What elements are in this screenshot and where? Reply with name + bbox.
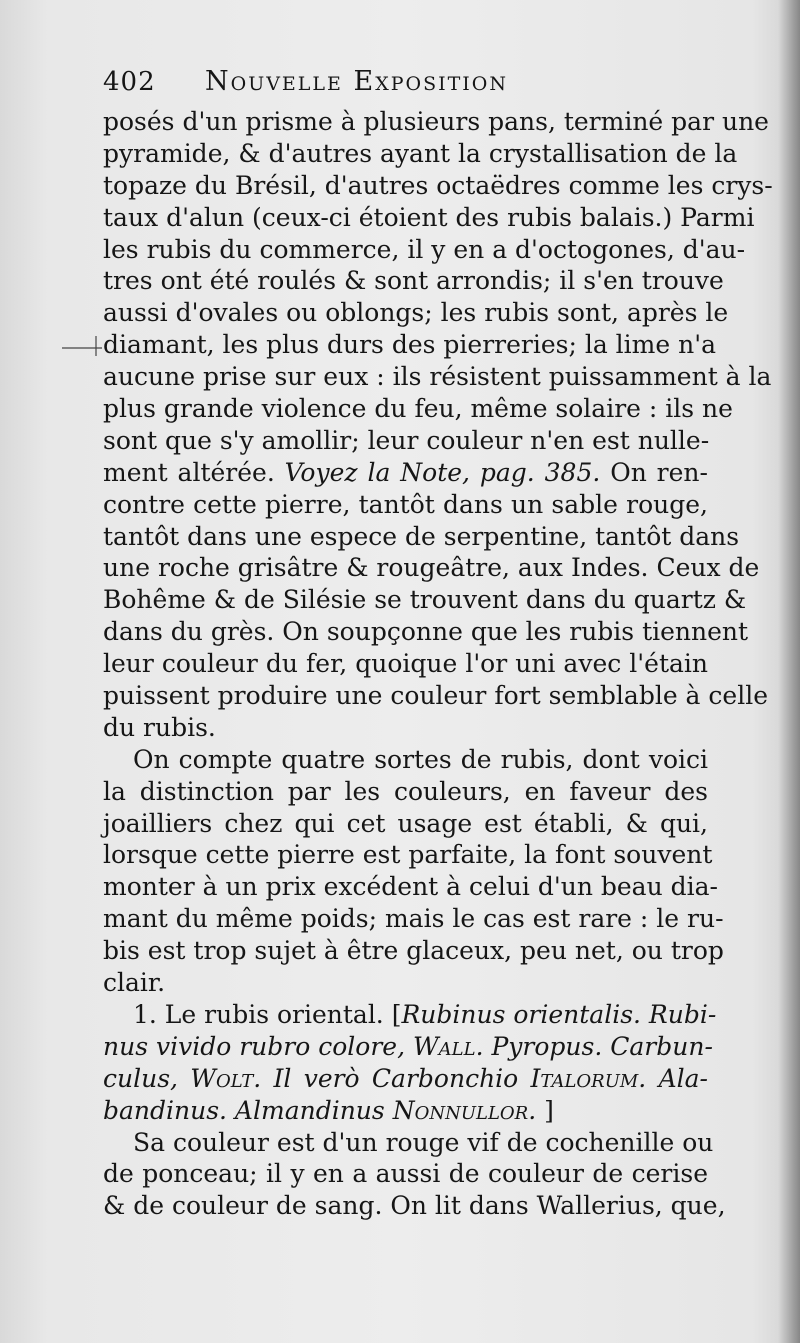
text-line: clair. bbox=[103, 968, 166, 998]
cross-reference: Voyez la Note, pag. 385. bbox=[284, 457, 601, 487]
latin-name: Pyropus. Carbun- bbox=[483, 1031, 713, 1061]
text-line bbox=[103, 999, 717, 1031]
text-line bbox=[103, 1095, 708, 1127]
latin-name: culus, bbox=[103, 1063, 191, 1093]
text-line: monter à un prix excédent à celui d'un beau dia- bbox=[103, 872, 718, 902]
author-name: Wall. bbox=[412, 1031, 484, 1061]
text-line: lorsque cette pierre est parfaite, la font souvent bbox=[103, 840, 713, 870]
text-line bbox=[103, 1031, 713, 1063]
latin-name: bandinus. Almandinus bbox=[103, 1095, 393, 1125]
latin-name: Ala- bbox=[646, 1063, 708, 1093]
text-line: tantôt dans une espece de serpentine, tantôt dans bbox=[103, 521, 740, 551]
text-fragment: 1. Le rubis oriental. [ bbox=[133, 999, 402, 1029]
text-line: posés d'un prisme à plusieurs pans, terminé par une bbox=[103, 107, 769, 136]
text-line: une roche grisâtre & rougeâtre, aux Indes. Ceux de bbox=[103, 553, 760, 583]
author-name: Italorum. bbox=[530, 1063, 647, 1093]
text-line: bis est trop sujet à être glaceux, peu net, ou trop bbox=[103, 936, 724, 966]
text-line bbox=[103, 457, 708, 489]
text-line: les rubis du commerce, il y en a d'octogones, d'au- bbox=[103, 234, 746, 264]
text-line: puissent produire une couleur fort semblable à celle bbox=[103, 681, 768, 711]
text-line: joailliers chez qui cet usage est établi, & qui, bbox=[103, 808, 708, 838]
text-line: pyramide, & d'autres ayant la crystallisation de la bbox=[103, 138, 738, 168]
text-line: taux d'alun (ceux-ci étoient des rubis balais.) Parmi bbox=[103, 202, 755, 232]
text-line: dans du grès. On soupçonne que les rubis tiennent bbox=[103, 617, 749, 647]
text-fragment: On ren- bbox=[600, 457, 708, 487]
running-header bbox=[103, 66, 708, 106]
author-name: Wolt. bbox=[190, 1063, 262, 1093]
text-line: On compte quatre sortes de rubis, dont voici bbox=[133, 744, 708, 774]
running-title: Nouvelle Exposition bbox=[205, 66, 508, 97]
text-line: aussi d'ovales ou oblongs; les rubis sont, après le bbox=[103, 298, 729, 328]
latin-name: Rubinus orientalis. Rubi- bbox=[401, 999, 717, 1029]
author-name: Nonnullor. bbox=[392, 1095, 537, 1125]
page-number: 402 bbox=[103, 67, 156, 97]
text-line: aucune prise sur eux : ils résistent puissamment à la bbox=[103, 362, 772, 392]
text-line: la distinction par les couleurs, en faveur des bbox=[103, 776, 708, 806]
text-line: plus grande violence du feu, même solaire : ils ne bbox=[103, 394, 733, 424]
text-line: leur couleur du fer, quoique l'or uni avec l'étain bbox=[103, 649, 708, 679]
text-fragment: ] bbox=[536, 1095, 554, 1125]
text-line: tres ont été roulés & sont arrondis; il s'en trouve bbox=[103, 266, 724, 296]
text-line: Bohême & de Silésie se trouvent dans du quartz & bbox=[103, 585, 747, 615]
text-line: Sa couleur est d'un rouge vif de cochenille ou bbox=[133, 1127, 714, 1157]
page-text bbox=[103, 66, 773, 1222]
text-line: mant du même poids; mais le cas est rare : le ru- bbox=[103, 904, 724, 934]
text-line: du rubis. bbox=[103, 712, 216, 742]
text-line bbox=[103, 1063, 708, 1095]
latin-name: Il verò Carbonchio bbox=[261, 1063, 531, 1093]
text-line: & de couleur de sang. On lit dans Wallerius, que, bbox=[103, 1191, 726, 1221]
text-fragment: ment altérée. bbox=[103, 457, 285, 487]
text-line: de ponceau; il y en a aussi de couleur de cerise bbox=[103, 1159, 708, 1189]
text-line: topaze du Brésil, d'autres octaëdres comme les crys- bbox=[103, 170, 773, 200]
text-line: contre cette pierre, tantôt dans un sable rouge, bbox=[103, 489, 708, 519]
text-line: sont que s'y amollir; leur couleur n'en est nulle- bbox=[103, 425, 710, 455]
margin-cross-mark-icon bbox=[62, 336, 102, 356]
text-line: diamant, les plus durs des pierreries; la lime n'a bbox=[103, 330, 717, 360]
latin-name: nus vivido rubro colore, bbox=[103, 1031, 413, 1061]
